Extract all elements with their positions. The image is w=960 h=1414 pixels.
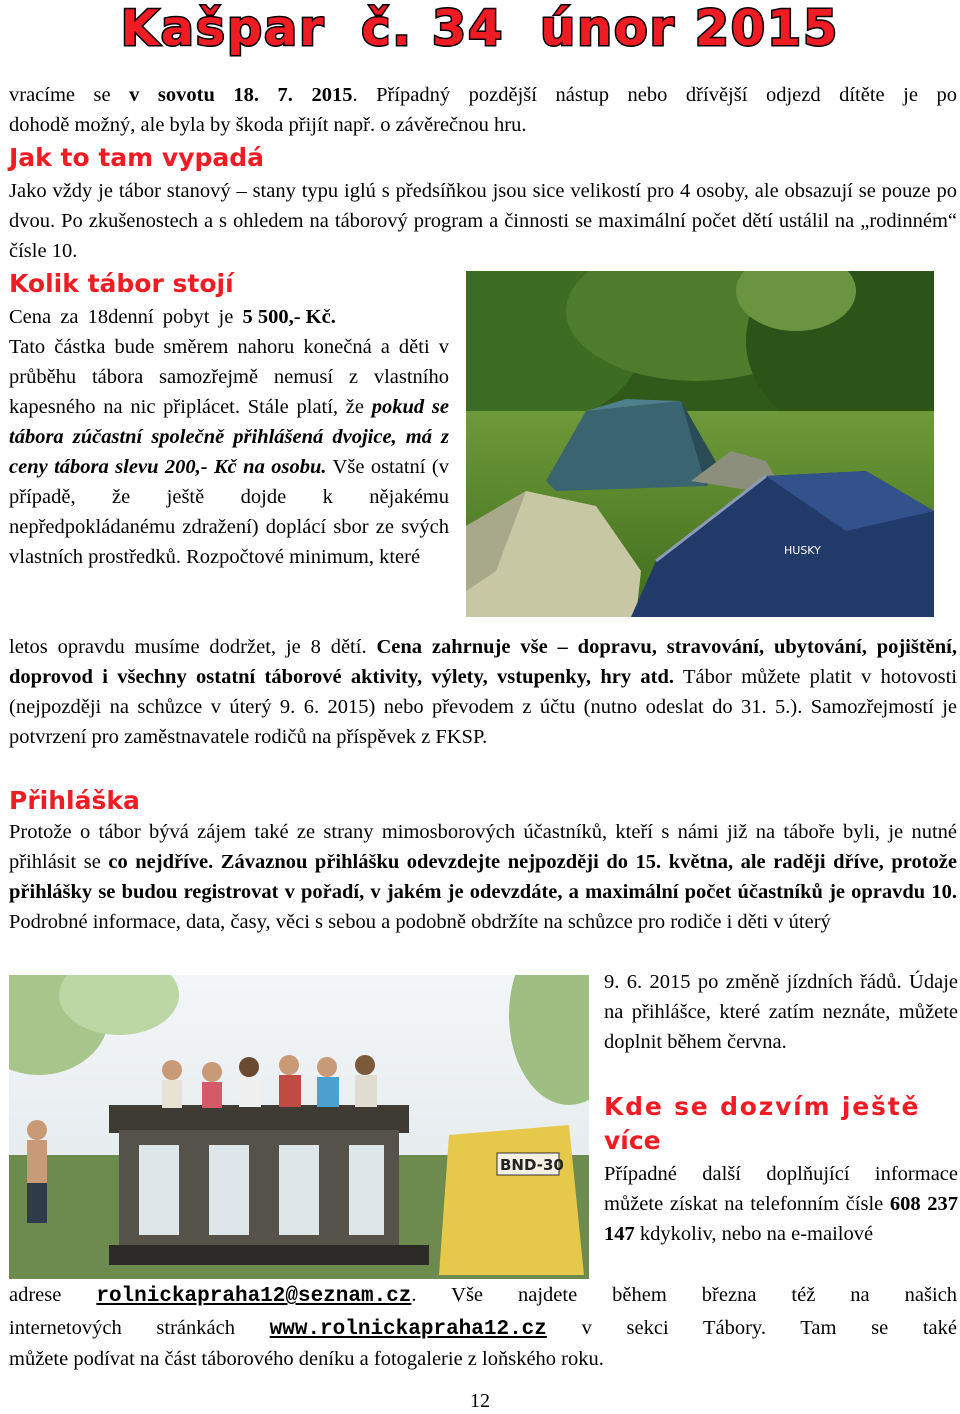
children-on-railcar-photo bbox=[9, 975, 589, 1279]
last-line: můžete podívat na část táborového deníku a fotogalerie z loňského roku. bbox=[9, 1348, 604, 1370]
section1-text: Jako vždy je tábor stanový – stany typu iglú s předsíňkou jsou sice velikostí pro 4 osoby, ale obsazují se pouze po dvou. Po zkušenostech a s ohledem na táborový program a činnosti se maximální počet dětí ustálil na „rodinném“ čísle 10. bbox=[9, 180, 957, 262]
email-link[interactable]: rolnickapraha12@seznam.cz bbox=[96, 1285, 412, 1308]
heading-kde-se-dozvim-1: Kde se dozvím ještě bbox=[604, 1092, 921, 1121]
children-photo-graphic bbox=[9, 975, 589, 1279]
tent-photo-graphic bbox=[466, 271, 934, 617]
masthead-date: únor 2015 bbox=[540, 0, 840, 57]
intro-line-2: dohodě možný, ale byla by škoda přijít např. o závěrečnou hru. bbox=[9, 114, 527, 136]
tent-brand-label: HUSKY bbox=[784, 544, 821, 557]
intro-line-1: vracíme se v sovotu 18. 7. 2015. Případný pozdější nástup nebo dřívější odjezd dítěte je po bbox=[9, 84, 957, 106]
web-link[interactable]: www.rolnickapraha12.cz bbox=[269, 1318, 547, 1341]
contact-text-wrapped: Případné další doplňující informace můžete získat na telefonním čísle 608 237 147 kdykoliv, nebo na e-mailové bbox=[604, 1163, 959, 1245]
price-line: Cena za 18denní pobyt je 5 500,- Kč. bbox=[9, 306, 336, 328]
heading-prihlaska: Přihláška bbox=[9, 786, 140, 815]
tent-camp-photo bbox=[466, 271, 934, 617]
masthead-issue: č. 34 bbox=[361, 0, 505, 57]
railcar-plate-text: BND-30 bbox=[500, 1156, 564, 1174]
heading-jak-to-tam-vypada: Jak to tam vypadá bbox=[9, 143, 265, 172]
masthead-name: Kašpar bbox=[120, 0, 326, 57]
heading-kolik-tabor-stoji: Kolik tábor stojí bbox=[9, 269, 234, 298]
page-number: 12 bbox=[470, 1390, 490, 1412]
email-line: adrese rolnickapraha12@seznam.cz. Vše najdete během března též na našich bbox=[9, 1284, 957, 1308]
masthead-title bbox=[0, 0, 960, 62]
section3-text: Protože o tábor bývá zájem také ze strany mimosborových účastníků, kteří s námi již na táboře byli, je nutné přihlásit se co nejdříve. Závaznou přihlášku odevzdejte nejpozději do 15. května, ale raději dříve, protože přihlášky se budou registrovat v pořadí, v jakém je odevzdáte, a maximální počet účastníků je opravdu 10. Podrobné informace, data, časy, věci s sebou a podobně obdržíte na schůzce pro rodiče i děti v úterý bbox=[9, 821, 957, 933]
heading-kde-se-dozvim-2: více bbox=[604, 1126, 661, 1155]
section2-text-full: letos opravdu musíme dodržet, je 8 dětí. Cena zahrnuje vše – dopravu, stravování, ubytování, pojištění, doprovod i všechny ostatní táborové aktivity, výlety, vstupenky, hry atd. Tábor můžete platit v hotovosti (nejpozději na schůzce v úterý 9. 6. 2015) nebo převodem z účtu (nutno odeslat do 31. 5.). Samozřejmostí je potvrzení pro zaměstnavatele rodičů na příspěvek z FKSP. bbox=[9, 636, 957, 748]
section2-text-wrapped: Tato částka bude směrem nahoru konečná a děti v průběhu tábora samozřejmě nemusí z vlastního kapesného na nic připlácet. Stále platí, že pokud se tábora zúčastní společně přihlášená dvojice, má z ceny tábora slevu 200,- Kč na osobu. Vše ostatní (v případě, že ještě dojde k nějakému nepředpokládanému zdražení) doplácí sbor ze svých vlastních prostředků. Rozpočtové minimum, které bbox=[9, 336, 449, 568]
web-line: internetových stránkách www.rolnickapraha12.cz v sekci Tábory. Tam se také bbox=[9, 1317, 957, 1341]
section3-text-wrapped: 9. 6. 2015 po změně jízdních řádů. Údaje na přihlášce, které zatím neznáte, můžete doplnit během června. bbox=[604, 971, 958, 1053]
